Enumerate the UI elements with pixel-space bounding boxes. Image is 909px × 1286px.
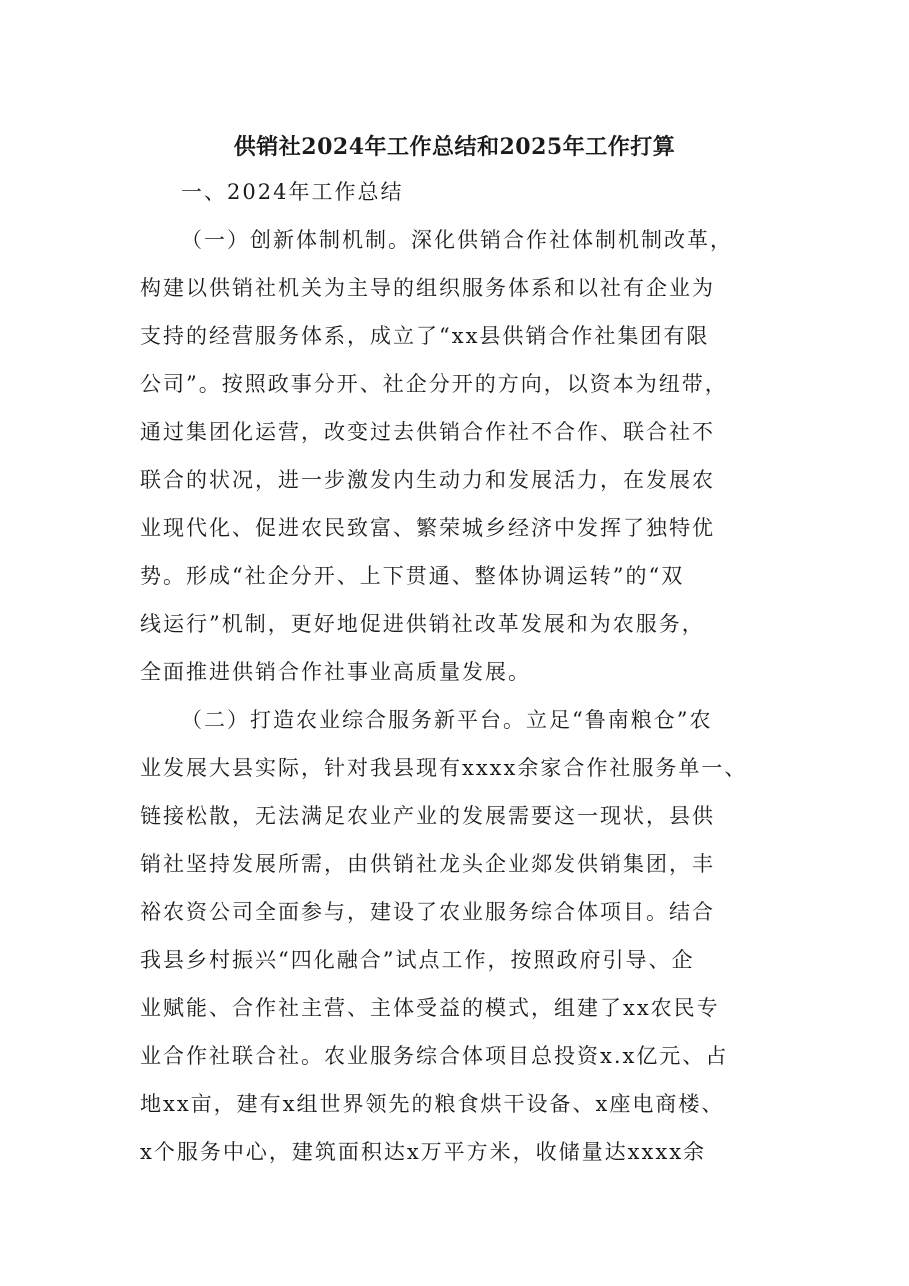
paragraph-line: 线运行”机制，更好地促进供销社改革发展和为农服务， xyxy=(140,612,705,636)
document-title: 供销社2024年工作总结和2025年工作打算 xyxy=(233,134,676,160)
paragraph-line: （一）创新体制机制。深化供销合作社体制机制改革， xyxy=(181,228,733,252)
paragraph-line: 全面推进供销合作社事业高质量发展。 xyxy=(140,660,531,684)
paragraph-line: 业发展大县实际，针对我县现有xxxx余家合作社服务单一、 xyxy=(140,756,748,780)
paragraph-line: 势。形成“社企分开、上下贯通、整体协调运转”的“双 xyxy=(140,564,685,588)
paragraph-line: 支持的经营服务体系，成立了“xx县供销合作社集团有限 xyxy=(140,324,710,348)
paragraph-line: x个服务中心，建筑面积达x万平方米，收储量达xxxx余 xyxy=(140,1140,707,1164)
paragraph-line: （二）打造农业综合服务新平台。立足“鲁南粮仓”农 xyxy=(181,708,713,732)
paragraph-line: 业现代化、促进农民致富、繁荣城乡经济中发挥了独特优 xyxy=(140,516,715,540)
section-heading: 一、2024年工作总结 xyxy=(181,180,404,204)
paragraph-line: 业赋能、合作社主营、主体受益的模式，组建了xx农民专 xyxy=(140,996,720,1020)
paragraph-line: 联合的状况，进一步激发内生动力和发展活力，在发展农 xyxy=(140,468,715,492)
paragraph-line: 我县乡村振兴“四化融合”试点工作，按照政府引导、企 xyxy=(140,948,695,972)
paragraph-line: 业合作社联合社。农业服务综合体项目总投资x.x亿元、占 xyxy=(140,1044,729,1068)
paragraph-line: 裕农资公司全面参与，建设了农业服务综合体项目。结合 xyxy=(140,900,715,924)
paragraph-line: 公司”。按照政事分开、社企分开的方向，以资本为纽带， xyxy=(140,372,728,396)
paragraph-line: 销社坚持发展所需，由供销社龙头企业郯发供销集团，丰 xyxy=(140,852,715,876)
paragraph-line: 链接松散，无法满足农业产业的发展需要这一现状，县供 xyxy=(140,804,715,828)
paragraph-line: 构建以供销社机关为主导的组织服务体系和以社有企业为 xyxy=(140,276,715,300)
paragraph-line: 通过集团化运营，改变过去供销合作社不合作、联合社不 xyxy=(140,420,715,444)
paragraph-line: 地xx亩，建有x组世界领先的粮食烘干设备、x座电商楼、 xyxy=(140,1092,725,1116)
